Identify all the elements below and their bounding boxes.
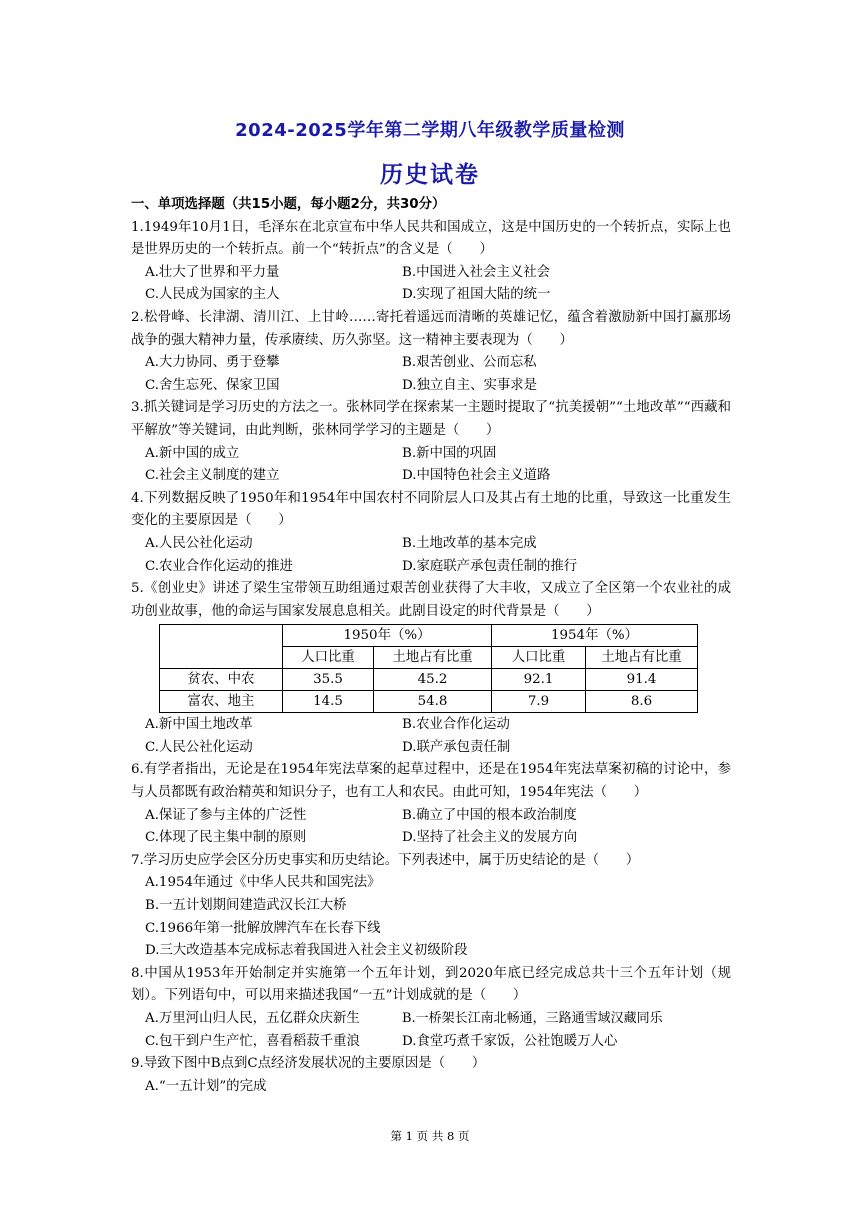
question-stem: 4.下列数据反映了1950年和1954年中国农村不同阶层人口及其占有土地的比重，导致这一比重发生变化的主要原因是（ ）: [131, 490, 731, 529]
exam-subtitle: 历史试卷: [380, 162, 480, 188]
option[interactable]: A.1954年通过《中华人民共和国宪法》: [145, 875, 381, 891]
question-stem: 3.抓关键词是学习历史的方法之一。张林同学在探索某一主题时提取了“抗美援朝”“土地改革”“西藏和平解放”等关键词，由此判断，张林同学学习的主题是（ ）: [131, 400, 731, 438]
table-cell: 45.2: [374, 669, 492, 691]
question-stem: 2.松骨峰、长津湖、清川江、上甘岭……寄托着遥远而清晰的英雄记忆，蕴含着激励新中国打赢那场战争的强大精神力量，传承赓续、历久弥坚。这一精神主要表现为（ ）: [131, 309, 731, 348]
option-row: [131, 714, 731, 737]
table-cell: 54.8: [374, 691, 492, 713]
table-cell: 14.5: [283, 691, 374, 713]
option[interactable]: A.“一五计划”的完成: [145, 1078, 267, 1094]
option[interactable]: C.1966年第一批解放牌汽车在长春下线: [145, 920, 381, 936]
exam-content: [131, 194, 731, 1098]
table-header-cell: 土地占有比重: [586, 647, 698, 669]
table-header-cell: 人口比重: [283, 647, 374, 669]
option[interactable]: C.农业合作化运动的推进: [145, 558, 293, 574]
option[interactable]: D.实现了祖国大陆的统一: [402, 287, 551, 303]
table-header-year: 1950年（%）: [283, 625, 492, 647]
option[interactable]: C.社会主义制度的建立: [145, 468, 280, 484]
table-header-cell: 土地占有比重: [374, 647, 492, 669]
table-row: [160, 625, 698, 647]
option-row: [131, 1008, 731, 1031]
table-header-cell: 人口比重: [492, 647, 586, 669]
question-stem: 5.《创业史》讲述了梁生宝带领互助组通过艰苦创业获得了大丰收，又成立了全区第一个农业社的成功创业故事，他的命运与国家发展息息相关。此剧目设定的时代背景是（ ）: [131, 581, 731, 619]
option[interactable]: D.中国特色社会主义道路: [402, 468, 551, 484]
option[interactable]: A.新中国的成立: [145, 445, 240, 461]
option-row: [131, 375, 731, 398]
table-cell: 8.6: [586, 691, 698, 713]
table-row: [160, 691, 698, 713]
option[interactable]: B.确立了中国的根本政治制度: [402, 807, 577, 823]
option-row: [131, 1031, 731, 1054]
option[interactable]: C.体现了民主集中制的原则: [145, 830, 307, 846]
option[interactable]: A.新中国土地改革: [145, 717, 253, 733]
table-row-label: 贫农、中农: [160, 669, 283, 691]
option[interactable]: A.壮大了世界和平力量: [145, 264, 280, 280]
option[interactable]: C.舍生忘死、保家卫国: [145, 377, 280, 393]
option[interactable]: B.艰苦创业、公而忘私: [402, 355, 537, 371]
option[interactable]: C.人民公社化运动: [145, 739, 253, 755]
exam-title: 2024-2025学年第二学期八年级教学质量检测: [235, 120, 625, 141]
table-row: [160, 669, 698, 691]
option[interactable]: B.中国进入社会主义社会: [402, 264, 551, 280]
option[interactable]: A.大力协同、勇于登攀: [145, 355, 280, 371]
option[interactable]: A.人民公社化运动: [145, 535, 253, 551]
option-row: [131, 284, 731, 307]
option[interactable]: C.人民成为国家的主人: [145, 287, 280, 303]
option-row: [131, 737, 731, 760]
option-row: [131, 827, 731, 850]
option[interactable]: D.家庭联产承包责任制的推行: [402, 558, 578, 574]
table-cell: 91.4: [586, 669, 698, 691]
option-row: [131, 805, 731, 828]
question-stem: 9.导致下图中B点到C点经济发展状况的主要原因是（ ）: [131, 1056, 486, 1072]
table-header-year: 1954年（%）: [492, 625, 698, 647]
question-stem: 6.有学者指出，无论是在1954年宪法草案的起草过程中，还是在1954年宪法草案初稿的讨论中，参与人员都既有政治精英和知识分子，也有工人和农民。由此可知，1954年宪法（ ）: [131, 762, 731, 801]
option[interactable]: C.包干到户生产忙，喜看稻菽千重浪: [145, 1033, 360, 1049]
question-stem: 8.中国从1953年开始制定并实施第一个五年计划，到2020年底已经完成总共十三个五年计划（规划）。下列语句中，可以用来描述我国“一五”计划成就的是（ ）: [131, 965, 731, 1004]
page-footer: 第 1 页 共 8 页: [390, 1129, 470, 1143]
option[interactable]: B.土地改革的基本完成: [402, 535, 537, 551]
option[interactable]: D.联产承包责任制: [402, 739, 511, 755]
table-cell: 7.9: [492, 691, 586, 713]
table-corner-cell: [160, 625, 283, 669]
option[interactable]: B.一桥架长江南北畅通，三路通雪域汉藏同乐: [402, 1011, 663, 1026]
question-stem: 1.1949年10月1日，毛泽东在北京宣布中华人民共和国成立，这是中国历史的一个转折点，实际上也是世界历史的一个转折点。前一个“转折点”的含义是（ ）: [131, 219, 731, 258]
question-stem: 7.学习历史应学会区分历史事实和历史结论。下列表述中，属于历史结论的是（ ）: [131, 852, 640, 868]
table-cell: 35.5: [283, 669, 374, 691]
option[interactable]: B.一五计划期间建造武汉长江大桥: [145, 898, 347, 914]
table-cell: 92.1: [492, 669, 586, 691]
option[interactable]: D.三大改造基本完成标志着我国进入社会主义初级阶段: [145, 943, 468, 959]
option-row: [131, 443, 731, 466]
option[interactable]: D.独立自主、实事求是: [402, 377, 538, 393]
option[interactable]: B.农业合作化运动: [402, 717, 510, 733]
option-row: [131, 556, 731, 579]
option[interactable]: D.食堂巧煮千家饭，公社饱暖万人心: [402, 1033, 618, 1049]
option[interactable]: D.坚持了社会主义的发展方向: [402, 830, 578, 846]
land-data-table: [159, 624, 698, 713]
option[interactable]: B.新中国的巩固: [402, 445, 497, 461]
option[interactable]: A.保证了参与主体的广泛性: [145, 807, 307, 823]
option-row: [131, 533, 731, 556]
option-row: [131, 352, 731, 375]
option-row: [131, 262, 731, 285]
option-row: [131, 465, 731, 488]
option[interactable]: A.万里河山归人民，五亿群众庆新生: [145, 1011, 360, 1026]
section-heading: 一、单项选择题（共15小题，每小题2分，共30分）: [131, 197, 446, 212]
table-row-label: 富农、地主: [160, 691, 283, 713]
